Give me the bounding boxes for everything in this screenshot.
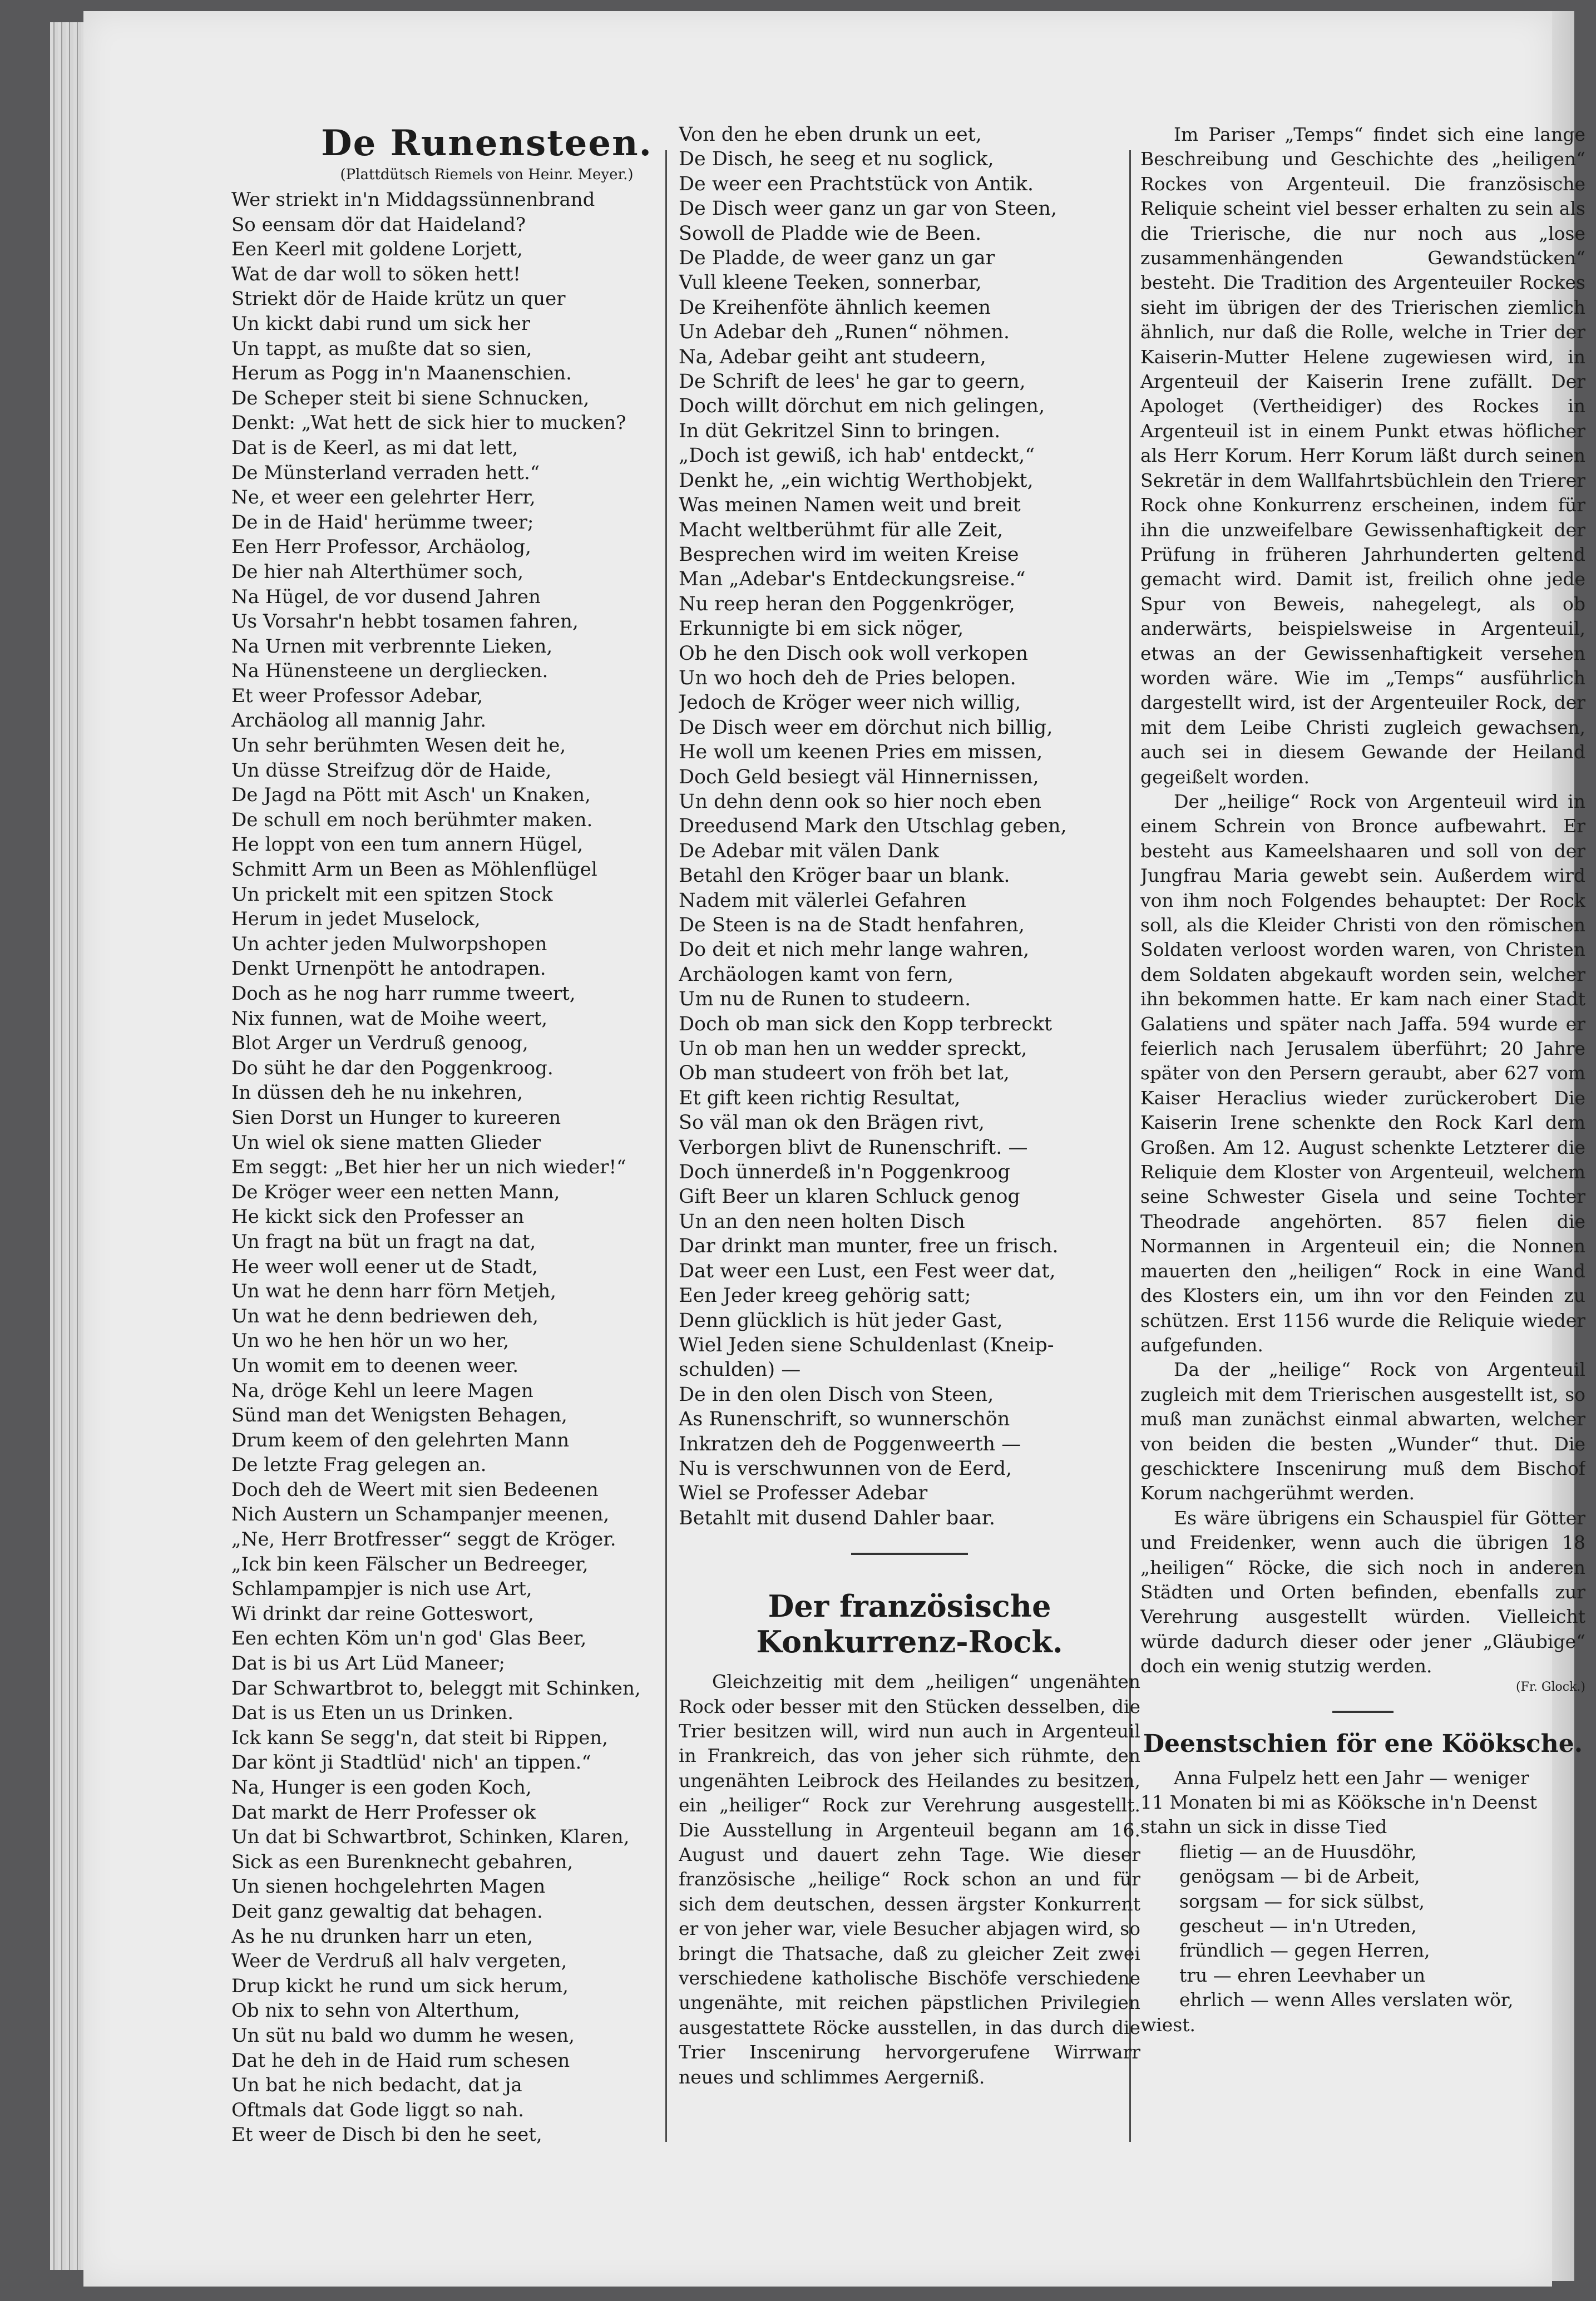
poem-line: Un wat he denn bedriewen deh, (231, 1305, 538, 1327)
poem-line: Na Urnen mit verbrennte Lieken, (231, 635, 553, 658)
poem-line: De Disch weer ganz un gar von Steen, (679, 197, 1057, 220)
poem-line: So eensam dör dat Haideland? (231, 213, 526, 236)
poem-line: Un an den neen holten Disch (679, 1210, 965, 1233)
poem-line: Nix funnen, wat de Moihe weert, (231, 1007, 548, 1030)
section-separator (851, 1553, 968, 1555)
poem-line: Verborgen blivt de Runenschrift. — (679, 1136, 1028, 1159)
poem-line: Un wo he hen hör un wo her, (231, 1330, 510, 1352)
poem-line: Un wiel ok siene matten Glieder (231, 1131, 541, 1154)
poem-line: Een Jeder kreeg gehörig satt; (679, 1285, 971, 1307)
duty-line: ehrlich — wenn Alles verslaten wör, (1179, 1989, 1514, 2011)
poem-line: Betahl den Kröger baar un blank. (679, 865, 1010, 887)
poem-line: Un achter jeden Mulworpshopen (231, 932, 547, 955)
poem-line: Blot Arger un Verdruß genoog, (231, 1032, 528, 1055)
poem-line: He woll um keenen Pries em missen, (679, 741, 1043, 764)
poem-line: Doch deh de Weert mit sien Bedeenen (231, 1478, 599, 1501)
poem-line: Et gift keen richtig Resultat, (679, 1087, 961, 1109)
poem-line: Wi drinkt dar reine Gotteswort, (231, 1602, 534, 1625)
poem-line: Macht weltberühmt für alle Zeit, (679, 519, 1004, 541)
poem-line: Dat is bi us Art Lüd Maneer; (231, 1652, 505, 1675)
poem-line: Ob nix to sehn von Alterthum, (231, 1999, 520, 2022)
poem-line: Ick kann Se segg'n, dat steit bi Rippen, (231, 1726, 608, 1749)
poem-line: schulden) — (679, 1359, 801, 1381)
article-paragraph: Im Pariser „Temps“ findet sich eine lange Beschreibung und Geschichte des „heiligen“ Rockes von Argenteuil. Die französische Reliquie scheint viel besser erhalten zu sein als die Trierische, die nur noch aus „lose zusammenhängenden Gewandstücken“ besteht. Die Tradition des Argenteuiler Rockes sieht im übrigen der des Trierischen ziemlich ähnlich, nur daß die Rolle, welche in Trier der Kaiserin-Mutter Helene zugewiesen wird, in Argenteuil der Kaiserin Irene zufällt. Der Apologet (Vertheidiger) des Rockes in Argenteuil ist in einem Punkt etwas höflicher als Herr Korum. Herr Korum läßt durch seinen Sekretär in dem Wallfahrtsbüchlein den Trierer Rock ohne Konkurrenz erscheinen, indem für ihn die unzweifelbare Gewissenhaftigkeit der Prüfung in früheren Jahrhunderten geltend gemacht wird. Damit ist, freilich ohne jede Spur von Beweis, nahegelegt, als ob anderwärts, beispielsweise in Argenteuil, etwas an der Gewissenhaftigkeit versehen worden wäre. Wie im „Temps“ ausführlich dargestellt wird, ist der Argenteuiler Rock, der mit dem Leibe Christi zugleich gewachsen, auch sei in diesem Gewande der Heiland gegeißelt worden. (1140, 124, 1585, 788)
poem-line: Drup kickt he rund um sick herum, (231, 1974, 569, 1997)
duty-line: gescheut — in'n Utreden, (1179, 1915, 1417, 1937)
poem-line: De Münsterland verraden hett.“ (231, 461, 540, 484)
poem-line: De Steen is na de Stadt henfahren, (679, 914, 1025, 936)
poem-line: Dar drinkt man munter, free un frisch. (679, 1235, 1059, 1258)
notice-closing: wiest. (1140, 2013, 1196, 2036)
poem-line: Ob he den Disch ook woll verkopen (679, 642, 1029, 665)
poem-line: De Pladde, de weer ganz un gar (679, 247, 995, 270)
poem-line: Jedoch de Kröger weer nich willig, (679, 692, 1021, 714)
poem-line: Schlampampjer is nich use Art, (231, 1578, 532, 1601)
duty-line: fründlich — gegen Herren, (1179, 1939, 1430, 1962)
poem-line: Sien Dorst un Hunger to kureeren (231, 1106, 561, 1129)
article-paragraph: Gleichzeitig mit dem „heiligen“ ungenähten Rock oder besser mit den Stücken desselben, die Trier besitzen will, wird nun auch in Argenteuil in Frankreich, das von jeher sich rühmte, den ungenähten Leibrock des Heilandes zu besitzen, ein „heiliger“ Rock zur Verehrung ausgestellt. Die Ausstellung in Argenteuil begann am 16. August und dauert zehn Tage. Wie dieser französische „heilige“ Rock schon an und für sich dem deutschen, dessen ärgster Konkurrent er von jeher war, viele Besucher abjagen wird, so bringt die Thatsache, daß zu gleicher Zeit zwei verschiedene katholische Bischöfe verschiedene ungenähte, mit reichen päpstlichen Privilegien ausgestattete Röcke ausstellen, in das durch die Trier Inscenirung hervorgerufene Wirrwarr neues und schlimmes Aergerniß. (679, 1671, 1140, 2088)
poem-line: Man „Adebar's Entdeckungsreise.“ (679, 568, 1026, 591)
poem-line: Doch willt dörchut em nich gelingen, (679, 395, 1045, 418)
poem-line: Was meinen Namen weit und breit (679, 494, 1021, 517)
poem-line: Wiel se Professer Adebar (679, 1482, 928, 1505)
poem-line: Un womit em to deenen weer. (231, 1354, 519, 1377)
poem-line: De schull em noch berühmter maken. (231, 808, 593, 831)
poem-line: Denkt Urnenpött he antodrapen. (231, 957, 546, 980)
poem-line: As he nu drunken harr un eten, (231, 1925, 533, 1948)
poem-line: Een echten Köm un'n god' Glas Beer, (231, 1627, 587, 1650)
poem-line: Et weer de Disch bi den he seet, (231, 2124, 542, 2146)
poem-line: So väl man ok den Brägen rivt, (679, 1112, 985, 1134)
poem-line: Un bat he nich bedacht, dat ja (231, 2074, 522, 2097)
poem-line: Dat he deh in de Haid rum schesen (231, 2049, 570, 2072)
poem-line: Un prickelt mit een spitzen Stock (231, 883, 553, 906)
poem-line: Sünd man det Wenigsten Behagen, (231, 1404, 567, 1427)
poem-line: Von den he eben drunk un eet, (679, 124, 982, 146)
poem-line: Sowoll de Pladde wie de Been. (679, 222, 982, 245)
poem-line: Dreedusend Mark den Utschlag geben, (679, 815, 1067, 838)
poem-line: De Kröger weer een netten Mann, (231, 1181, 560, 1203)
poem-line: „Ne, Herr Brotfresser“ seggt de Kröger. (231, 1528, 616, 1551)
duty-line: tru — ehren Leevhaber un (1179, 1964, 1426, 1986)
poem-line: Weer de Verdruß all halv vergeten, (231, 1950, 567, 1973)
poem-line: He kickt sick den Professer an (231, 1206, 525, 1228)
poem-lines-part-2 (679, 122, 1140, 1530)
poem-line: De weer een Prachtstück von Antik. (679, 172, 1034, 195)
poem-line: Deit ganz gewaltig dat behagen. (231, 1900, 543, 1923)
poem-line: Un sehr berühmten Wesen deit he, (231, 734, 566, 757)
poem-line: Een Keerl mit goldene Lorjett, (231, 238, 523, 261)
poem-line: Do deit et nich mehr lange wahren, (679, 939, 1030, 961)
poem-line: Dat markt de Herr Professer ok (231, 1801, 536, 1824)
poem-line: Oftmals dat Gode liggt so nah. (231, 2098, 524, 2121)
poem-line: Dat weer een Lust, een Fest weer dat, (679, 1260, 1056, 1282)
poem-line: Dat is de Keerl, as mi dat lett, (231, 436, 518, 459)
poem-line: De letzte Frag gelegen an. (231, 1454, 487, 1477)
poem-line: De in den olen Disch von Steen, (679, 1383, 994, 1406)
poem-line: „Doch ist gewiß, ich hab' entdeckt,“ (679, 445, 1035, 467)
poem-line: Na, dröge Kehl un leere Magen (231, 1379, 533, 1402)
column-1 (223, 122, 751, 2147)
poem-line: Un wat he denn harr förn Metjeh, (231, 1280, 556, 1303)
poem-line: „Ick bin keen Fälscher un Bedreeger, (231, 1553, 589, 1576)
poem-line: Sick as een Burenknecht gebahren, (231, 1850, 574, 1873)
poem-line: Dar könt ji Stadtlüd' nich' an tippen.“ (231, 1751, 591, 1774)
notice-intro-line: Anna Fulpelz hett een Jahr — weniger (1174, 1766, 1529, 1789)
duty-line: sorgsam — for sick sülbst, (1179, 1890, 1425, 1912)
article-attribution: (Fr. Glock.) (1515, 1680, 1585, 1694)
poem-line: Un süt nu bald wo dumm he wesen, (231, 2024, 575, 2047)
poem-line: Na Hügel, de vor dusend Jahren (231, 585, 541, 608)
poem-line: In düssen deh he nu inkehren, (231, 1082, 523, 1104)
duty-line: genögsam — bi de Arbeit, (1179, 1865, 1420, 1888)
poem-line: Nadem mit välerlei Gefahren (679, 889, 967, 912)
poem-line: De Adebar mit välen Dank (679, 840, 939, 862)
poem-line: Un fragt na büt un fragt na dat, (231, 1230, 536, 1253)
poem-line: He loppt von een tum annern Hügel, (231, 833, 584, 856)
article-paragraph: Da der „heilige“ Rock von Argenteuil zugleich mit dem Trierischen ausgestellt ist, so muß man zunächst einmal abwarten, welcher von beiden die besten „Wunder“ thut. Die geschicktere Inscenirung muß dem Bischof Korum nachgerühmt werden. (1140, 1359, 1585, 1504)
poem-line: Us Vorsahr'n hebbt tosamen fahren, (231, 610, 579, 633)
poem-line: Un wo hoch deh de Pries belopen. (679, 666, 1016, 689)
poem-title: De Runensteen. (321, 122, 653, 164)
poem-line: Archäologen kamt von fern, (679, 963, 954, 986)
poem-line: Betahlt mit dusend Dahler baar. (679, 1507, 995, 1529)
poem-line: Een Herr Professor, Archäolog, (231, 536, 531, 559)
poem-line: Dat is us Eten un us Drinken. (231, 1702, 514, 1725)
poem-line: Un dat bi Schwartbrot, Schinken, Klaren, (231, 1826, 630, 1849)
poem-line: De Schrift de lees' he gar to geern, (679, 371, 1026, 393)
notice-duties (1140, 1840, 1585, 2013)
poem-line: As Runenschrift, so wunnerschön (679, 1408, 1010, 1431)
poem-line: De Scheper steit bi siene Schnucken, (231, 387, 590, 409)
poem-line: Denkt he, „ein wichtig Werthobjekt, (679, 469, 1034, 492)
poem-line: Nu reep heran den Poggenkröger, (679, 592, 1015, 615)
poem-line: Dar Schwartbrot to, beleggt mit Schinken, (231, 1677, 641, 1700)
poem-line: De Disch weer em dörchut nich billig, (679, 716, 1053, 739)
poem-line: In düt Gekritzel Sinn to bringen. (679, 419, 1001, 442)
poem-line: He weer woll eener ut de Stadt, (231, 1255, 538, 1278)
poem-line: Inkratzen deh de Poggenweerth — (679, 1433, 1021, 1455)
poem-line: De in de Haid' herümme tweer; (231, 511, 534, 534)
article-paragraph: Es wäre übrigens ein Schauspiel für Götter und Freidenker, wenn auch die übrigen 18 „heiligen“ Röcke, die sich noch in anderen Städten und Orten befinden, ebenfalls zur Verehrung ausgestellt würden. Vielleicht würde dadurch dieser oder jener „Gläubige“ doch ein wenig stutzig werden. (1140, 1507, 1585, 1677)
newspaper-page (83, 11, 1585, 2287)
notice-intro-line: stahn un sick in disse Tied (1140, 1816, 1387, 1838)
poem-line: Un ob man hen un wedder spreckt, (679, 1038, 1027, 1060)
article-paragraph: Der „heilige“ Rock von Argenteuil wird in einem Schrein von Bronce aufbewahrt. Er besteht aus Kameelshaaren und soll von der Jungfrau Maria gewebt sein. Außerdem wird von ihm noch Folgendes behauptet: Der Rock soll, als die Kleider Christi von den römischen Soldaten verloost worden waren, von Christen dem Soldaten abgekauft worden sein, welcher ihn bekommen hatte. Er kam nach einer Stadt Galatiens und später nach Jaffa. 594 wurde er feierlich nach Jerusalem überführt; 20 Jahre später von den Persern geraubt, aber 627 vom Kaiser Heraclius wieder zurückerobert Die Kaiserin Irene schenkte den Rock Karl dem Großen. Am 12. August schenkte Letzterer die Reliquie dem Kloster von Argenteuil, welchem seine Schwester Gisela und seine Tochter Theodrade angehörten. 857 fielen die Normannen in Argenteuil ein; die Nonnen mauerten den „heiligen“ Rock in eine Wand des Klosters ein, um ihn vor den Feinden zu schützen. Erst 1156 wurde die Reliquie wieder aufgefunden. (1140, 790, 1585, 1356)
poem-line: Un düsse Streifzug dör de Haide, (231, 759, 552, 782)
poem-subtitle: (Plattdütsch Riemels von Heinr. Meyer.) (340, 166, 634, 183)
poem-line: Denn glücklich is hüt jeder Gast, (679, 1309, 1003, 1332)
poem-line: Wer striekt in'n Middagssünnenbrand (231, 189, 595, 211)
poem-line: Un sienen hochgelehrten Magen (231, 1875, 546, 1898)
poem-line: Um nu de Runen to studeern. (679, 988, 971, 1011)
poem-line: De Kreihenföte ähnlich keemen (679, 296, 991, 319)
poem-line: Na Hünensteene un dergliecken. (231, 660, 549, 683)
poem-line: De hier nah Alterthümer soch, (231, 560, 524, 583)
poem-line: Un tappt, as mußte dat so sien, (231, 337, 532, 360)
poem-line: Ob man studeert von fröh bet lat, (679, 1062, 1010, 1085)
poem-line: Erkunnigte bi em sick nöger, (679, 618, 964, 640)
duty-line: flietig — an de Huusdöhr, (1179, 1840, 1417, 1863)
poem-line: Herum as Pogg in'n Maanenschien. (231, 362, 572, 385)
poem-lines-part-1 (223, 187, 751, 2147)
poem-line: De Disch, he seeg et nu soglick, (679, 148, 994, 171)
poem-line: Drum keem of den gelehrten Mann (231, 1429, 570, 1451)
poem-line: Doch as he nog harr rumme tweert, (231, 982, 576, 1005)
poem-line: Ne, et weer een gelehrter Herr, (231, 486, 536, 509)
poem-line: Nu is verschwunnen von de Eerd, (679, 1457, 1012, 1480)
poem-line: Em seggt: „Bet hier her un nich wieder!“ (231, 1156, 626, 1179)
poem-line: Do süht he dar den Poggenkroog. (231, 1056, 554, 1079)
column-2 (679, 122, 1140, 2090)
poem-line: Archäolog all mannig Jahr. (231, 709, 487, 732)
poem-line: Striekt dör de Haide krütz un quer (231, 288, 566, 310)
poem-line: Un Adebar deh „Runen“ nöhmen. (679, 321, 1010, 344)
poem-line: Herum in jedet Muselock, (231, 908, 481, 931)
notice-title: Deenstschien för ene Köökschе. (1143, 1729, 1583, 1758)
poem-line: Un kickt dabi rund um sick her (231, 312, 531, 335)
section-separator (1332, 1711, 1394, 1713)
poem-line: Un dehn denn ook so hier noch eben (679, 790, 1042, 813)
poem-line: Doch Geld besiegt väl Hinnernissen, (679, 766, 1039, 788)
article-title: Der französische Konkurrenz-Rock. (756, 1588, 1063, 1660)
poem-line: Denkt: „Wat hett de sick hier to mucken? (231, 412, 626, 434)
poem-line: De Jagd na Pött mit Asch' un Knaken, (231, 784, 591, 807)
poem-line: Wat de dar woll to söken hett! (231, 263, 521, 285)
column-3 (1140, 122, 1585, 2037)
poem-line: Doch ünnerdeß in'n Poggenkroog (679, 1161, 1010, 1184)
poem-line: Vull kleene Teeken, sonnerbar, (679, 271, 982, 294)
poem-line: Doch ob man sick den Kopp terbreckt (679, 1013, 1053, 1035)
poem-line: Schmitt Arm un Been as Möhlenflügel (231, 858, 597, 881)
poem-line: Na, Hunger is een goden Koch, (231, 1776, 532, 1799)
notice-intro-line: 11 Monaten bi mi as Köökschе in'n Deenst (1140, 1791, 1537, 1813)
poem-line: Nich Austern un Schampanjer meenen, (231, 1503, 610, 1526)
poem-line: Wiel Jeden siene Schuldenlast (Kneip- (679, 1334, 1054, 1356)
poem-line: Besprechen wird im weiten Kreise (679, 543, 1019, 566)
poem-line: Na, Adebar geiht ant studeern, (679, 345, 986, 368)
poem-line: Gift Beer un klaren Schluck genog (679, 1186, 1020, 1208)
poem-line: Et weer Professor Adebar, (231, 684, 483, 707)
